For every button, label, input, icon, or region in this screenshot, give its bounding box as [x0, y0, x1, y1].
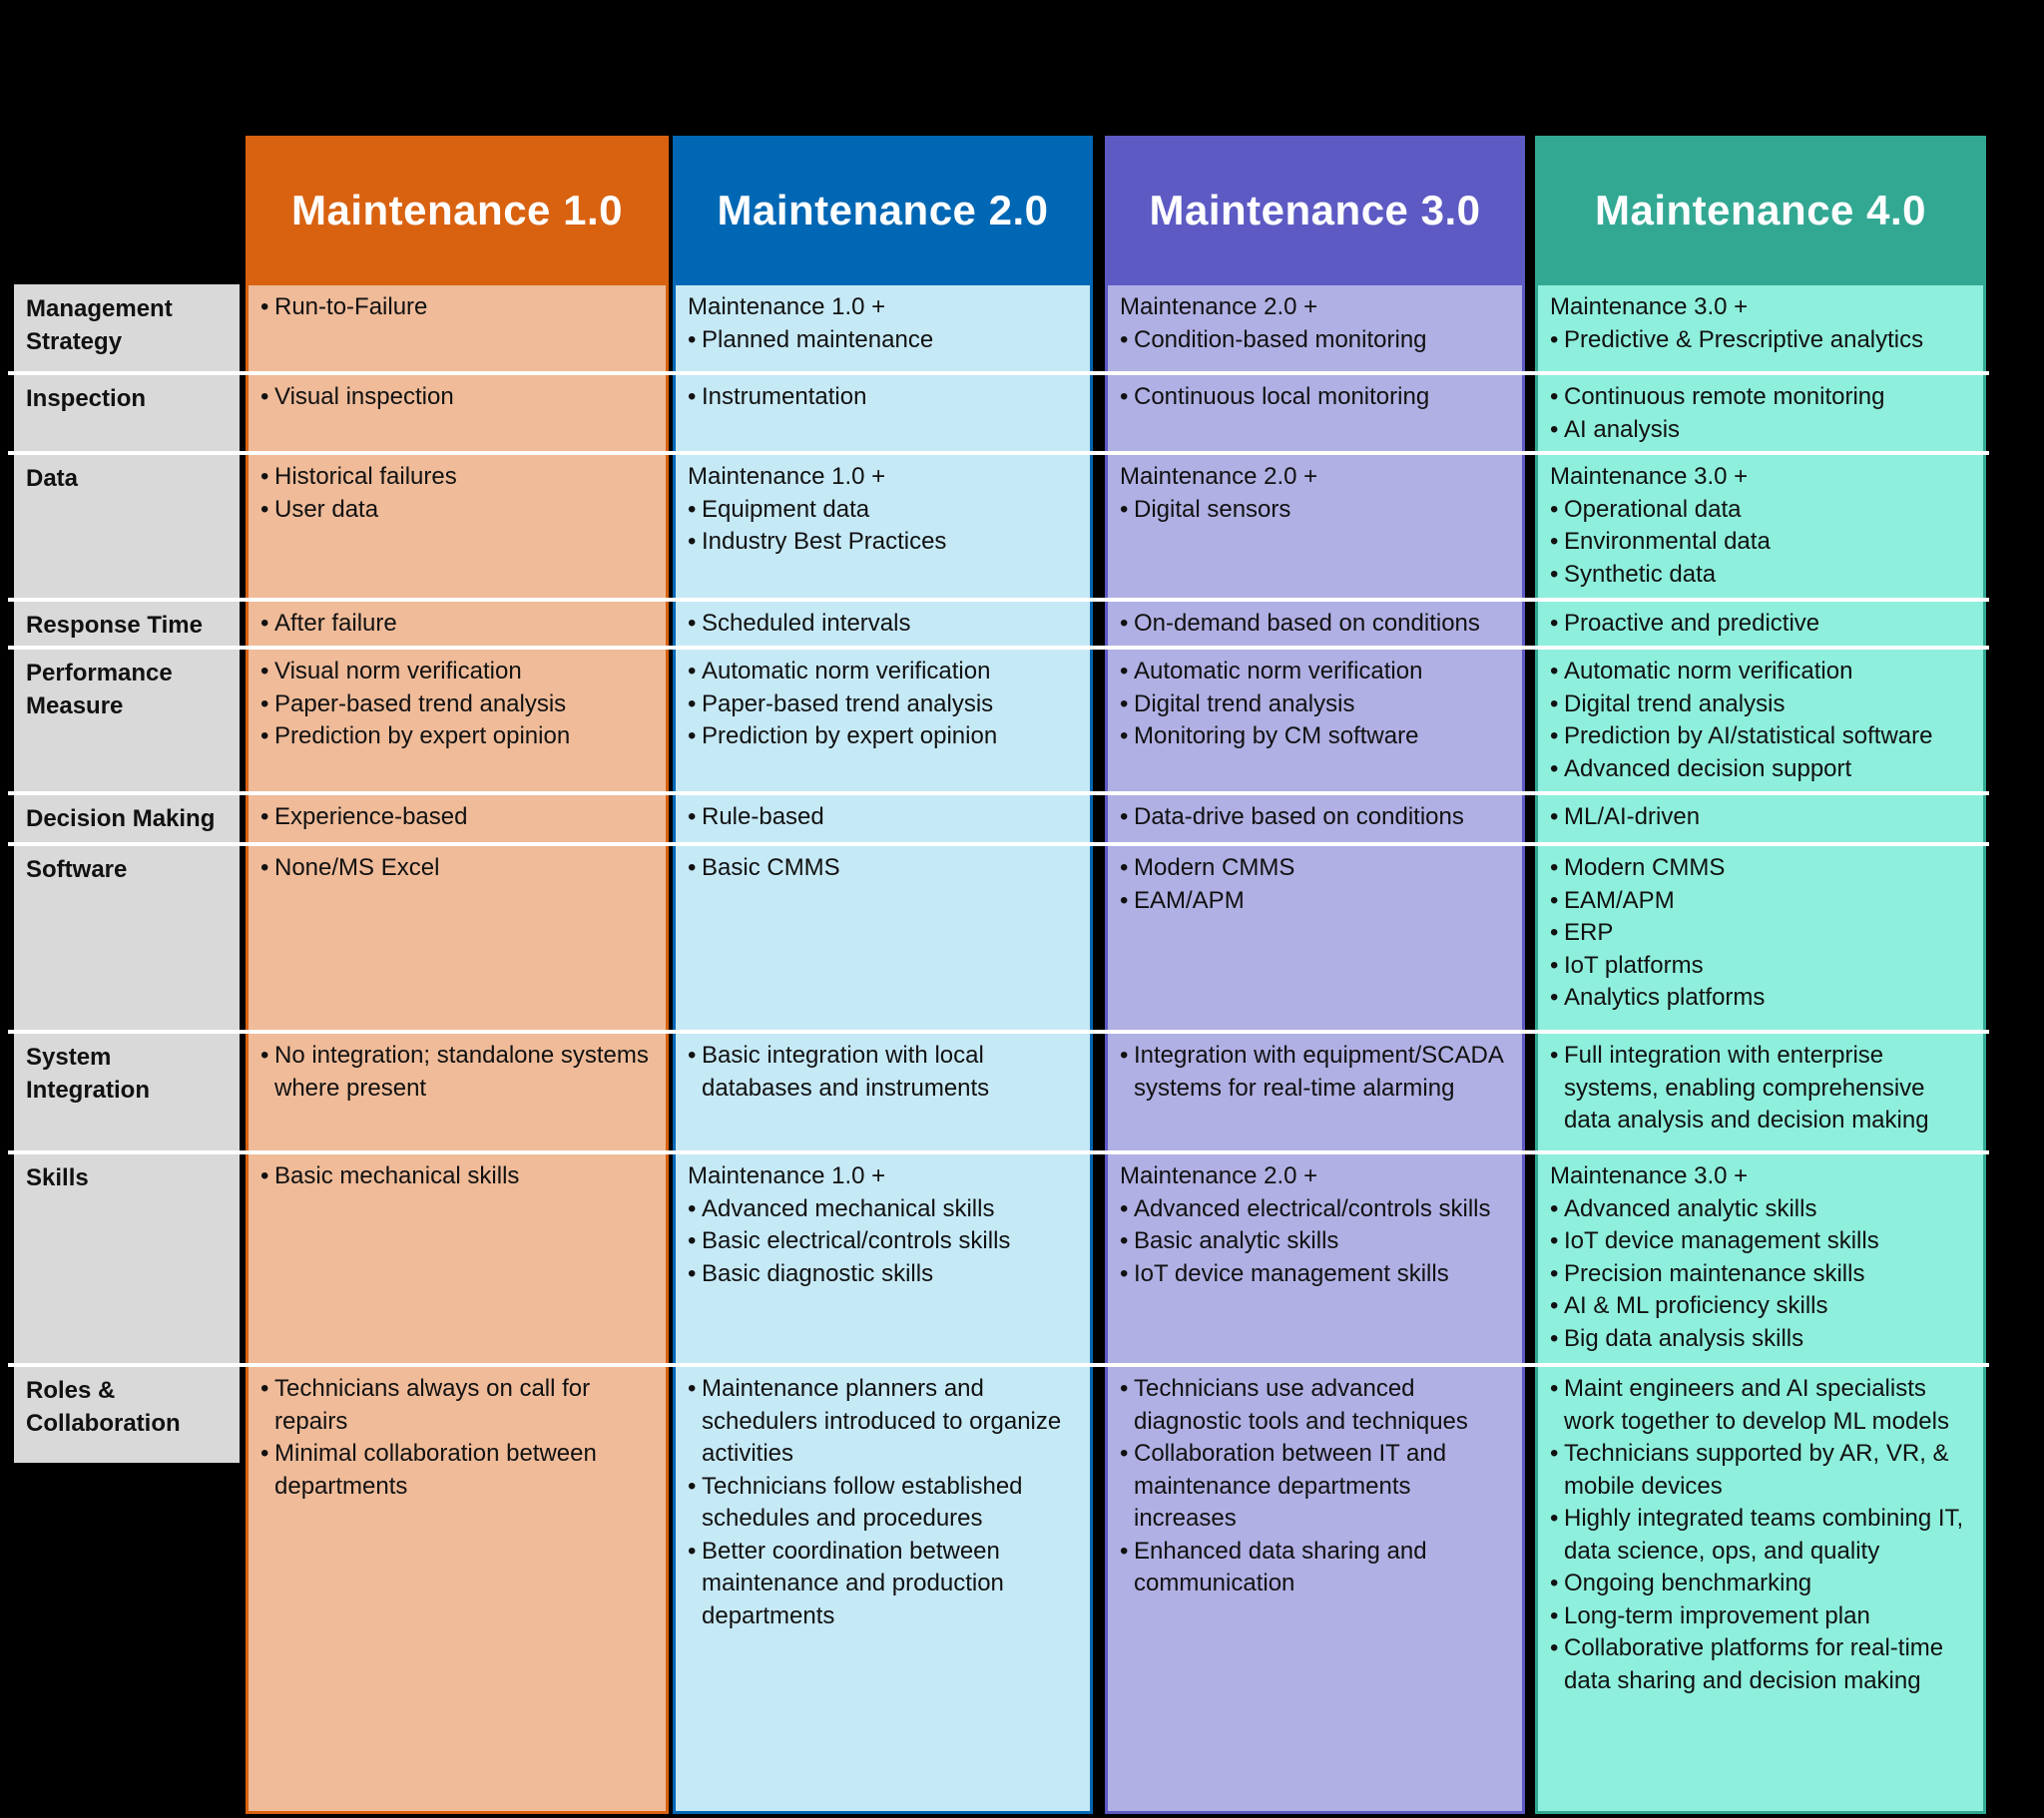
list-item: • Data-drive based on conditions — [1120, 801, 1510, 834]
row-label-column — [14, 284, 240, 1463]
list-item: • IoT platforms — [1550, 950, 1971, 983]
list-item: • Monitoring by CM software — [1120, 720, 1510, 753]
inherits-label: Maintenance 2.0 + — [1120, 1162, 1318, 1189]
list-item: • Enhanced data sharing and communication — [1120, 1536, 1510, 1600]
list-item: • Automatic norm verification — [1550, 656, 1971, 688]
table-cell — [249, 285, 666, 324]
row-separator — [8, 598, 1989, 602]
column-body — [249, 285, 666, 1811]
row-separator — [8, 451, 1989, 455]
table-cell — [1538, 375, 1983, 446]
list-item: • ML/AI-driven — [1550, 801, 1971, 834]
table-cell — [676, 375, 1090, 414]
table-cell — [1538, 455, 1983, 591]
bullet-list — [688, 1040, 1078, 1105]
column-maintenance-1 — [246, 136, 669, 1814]
bullet-list — [1550, 1373, 1971, 1697]
inherits-label: Maintenance 1.0 + — [688, 293, 886, 320]
list-item: • ERP — [1550, 917, 1971, 950]
table-cell — [1108, 455, 1522, 526]
table-cell — [676, 285, 1090, 356]
table-cell — [1538, 285, 1983, 356]
bullet-list — [1120, 1040, 1510, 1105]
row-label: Data — [26, 465, 79, 492]
bullet-list — [1550, 1040, 1971, 1137]
list-item: • Experience-based — [260, 801, 654, 834]
table-cell — [249, 1367, 666, 1503]
row-label: Software — [26, 856, 128, 883]
list-item: • Technicians follow established schedules and procedures — [688, 1471, 1078, 1536]
table-cell — [249, 846, 666, 885]
table-cell — [249, 602, 666, 641]
bullet-list — [260, 608, 654, 641]
list-item: • Basic integration with local databases and instruments — [688, 1040, 1078, 1105]
row-separator — [8, 842, 1989, 846]
table-cell — [1538, 1367, 1983, 1697]
table-cell — [1108, 375, 1522, 414]
bullet-list — [688, 1373, 1078, 1632]
table-cell — [1538, 1154, 1983, 1355]
list-item: • Visual inspection — [260, 381, 654, 414]
table-cell — [676, 650, 1090, 753]
list-item: • Technicians supported by AR, VR, & mobile devices — [1550, 1438, 1971, 1503]
table-cell — [1108, 1034, 1522, 1105]
list-item: • Automatic norm verification — [1120, 656, 1510, 688]
row-separator — [8, 791, 1989, 795]
list-item: • Maint engineers and AI specialists work together to develop ML models — [1550, 1373, 1971, 1438]
list-item: • Predictive & Prescriptive analytics — [1550, 324, 1971, 357]
list-item: • Historical failures — [260, 461, 654, 494]
bullet-list — [260, 656, 654, 753]
bullet-list — [260, 852, 654, 885]
list-item: • Continuous local monitoring — [1120, 381, 1510, 414]
table-cell — [676, 1154, 1090, 1290]
list-item: • On-demand based on conditions — [1120, 608, 1510, 641]
list-item: • Integration with equipment/SCADA systems for real-time alarming — [1120, 1040, 1510, 1105]
column-header: Maintenance 2.0 — [717, 187, 1049, 233]
bullet-list — [688, 656, 1078, 753]
bullet-list — [260, 1040, 654, 1105]
row-label: Response Time — [26, 612, 203, 639]
list-item: • Continuous remote monitoring — [1550, 381, 1971, 414]
list-item: • Ongoing benchmarking — [1550, 1568, 1971, 1600]
list-item: • Minimal collaboration between departments — [260, 1438, 654, 1503]
table-cell — [1108, 1367, 1522, 1600]
list-item: • Condition-based monitoring — [1120, 324, 1510, 357]
row-separator — [8, 1150, 1989, 1154]
list-item: • Collaborative platforms for real-time data sharing and decision making — [1550, 1632, 1971, 1697]
list-item: • Analytics platforms — [1550, 982, 1971, 1015]
bullet-list — [1120, 1373, 1510, 1600]
bullet-list — [1120, 656, 1510, 753]
list-item: • Technicians use advanced diagnostic tools and techniques — [1120, 1373, 1510, 1438]
row-label: Inspection — [26, 385, 147, 412]
bullet-list — [1120, 324, 1510, 357]
list-item: • Instrumentation — [688, 381, 1078, 414]
list-item: • AI analysis — [1550, 414, 1971, 447]
table-cell — [1108, 795, 1522, 834]
list-item: • AI & ML proficiency skills — [1550, 1290, 1971, 1323]
bullet-list — [1550, 381, 1971, 446]
bullet-list — [688, 801, 1078, 834]
table-cell — [676, 1367, 1090, 1632]
list-item: • IoT device management skills — [1550, 1225, 1971, 1258]
column-header: Maintenance 1.0 — [291, 187, 623, 233]
list-item: • Big data analysis skills — [1550, 1323, 1971, 1356]
list-item: • Scheduled intervals — [688, 608, 1078, 641]
list-item: • Paper-based trend analysis — [688, 688, 1078, 721]
bullet-list — [688, 1193, 1078, 1291]
bullet-list — [1120, 494, 1510, 527]
column-header: Maintenance 3.0 — [1149, 187, 1481, 233]
list-item: • Digital trend analysis — [1120, 688, 1510, 721]
table-cell — [249, 455, 666, 526]
row-separator — [8, 1363, 1989, 1367]
table-cell — [1538, 1034, 1983, 1137]
list-item: • Basic CMMS — [688, 852, 1078, 885]
bullet-list — [1120, 608, 1510, 641]
table-cell — [676, 455, 1090, 559]
list-item: • Modern CMMS — [1120, 852, 1510, 885]
list-item: • Visual norm verification — [260, 656, 654, 688]
bullet-list — [260, 801, 654, 834]
row-separator — [8, 646, 1989, 650]
table-cell — [1538, 650, 1983, 785]
bullet-list — [688, 852, 1078, 885]
bullet-list — [1550, 608, 1971, 641]
list-item: • Basic mechanical skills — [260, 1160, 654, 1193]
table-cell — [676, 846, 1090, 885]
list-item: • Advanced electrical/controls skills — [1120, 1193, 1510, 1226]
table-cell — [1108, 846, 1522, 917]
list-item: • Rule-based — [688, 801, 1078, 834]
bullet-list — [1120, 1193, 1510, 1291]
list-item: • EAM/APM — [1120, 885, 1510, 918]
list-item: • No integration; standalone systems where present — [260, 1040, 654, 1105]
inherits-label: Maintenance 3.0 + — [1550, 1162, 1749, 1189]
bullet-list — [688, 608, 1078, 641]
inherits-label: Maintenance 1.0 + — [688, 1162, 886, 1189]
list-item: • Better coordination between maintenance and production departments — [688, 1536, 1078, 1633]
table-cell — [249, 1034, 666, 1105]
bullet-list — [1120, 852, 1510, 917]
list-item: • Precision maintenance skills — [1550, 1258, 1971, 1291]
column-body — [1108, 285, 1522, 1811]
inherits-label: Maintenance 2.0 + — [1120, 293, 1318, 320]
list-item: • After failure — [260, 608, 654, 641]
table-cell — [249, 1154, 666, 1193]
inherits-label: Maintenance 3.0 + — [1550, 463, 1749, 490]
list-item: • Digital trend analysis — [1550, 688, 1971, 721]
inherits-label: Maintenance 1.0 + — [688, 463, 886, 490]
list-item: • Advanced decision support — [1550, 753, 1971, 786]
column-header: Maintenance 4.0 — [1595, 187, 1926, 233]
row-separator — [8, 1030, 1989, 1034]
bullet-list — [260, 1160, 654, 1193]
table-cell — [1108, 602, 1522, 641]
list-item: • Planned maintenance — [688, 324, 1078, 357]
row-label: Decision Making — [26, 805, 216, 832]
list-item: • Long-term improvement plan — [1550, 1600, 1971, 1633]
bullet-list — [260, 461, 654, 526]
bullet-list — [688, 494, 1078, 559]
list-item: • Collaboration between IT and maintenance departments increases — [1120, 1438, 1510, 1536]
table-cell — [249, 795, 666, 834]
table-cell — [1538, 602, 1983, 641]
list-item: • Basic analytic skills — [1120, 1225, 1510, 1258]
list-item: • Prediction by AI/statistical software — [1550, 720, 1971, 753]
bullet-list — [1120, 381, 1510, 414]
list-item: • Synthetic data — [1550, 559, 1971, 592]
bullet-list — [1550, 1193, 1971, 1356]
list-item: • Run-to-Failure — [260, 291, 654, 324]
list-item: • EAM/APM — [1550, 885, 1971, 918]
list-item: • Automatic norm verification — [688, 656, 1078, 688]
list-item: • Industry Best Practices — [688, 526, 1078, 559]
row-separator — [8, 371, 1989, 375]
list-item: • Basic diagnostic skills — [688, 1258, 1078, 1291]
list-item: • IoT device management skills — [1120, 1258, 1510, 1291]
table-cell — [1108, 1154, 1522, 1290]
bullet-list — [1550, 324, 1971, 357]
list-item: • Prediction by expert opinion — [688, 720, 1078, 753]
inherits-label: Maintenance 3.0 + — [1550, 293, 1749, 320]
list-item: • Full integration with enterprise systems, enabling comprehensive data analysis and decision making — [1550, 1040, 1971, 1137]
row-label: Skills — [26, 1164, 89, 1191]
bullet-list — [1550, 801, 1971, 834]
bullet-list — [1550, 656, 1971, 785]
list-item: • Technicians always on call for repairs — [260, 1373, 654, 1438]
inherits-label: Maintenance 2.0 + — [1120, 463, 1318, 490]
table-cell — [676, 602, 1090, 641]
column-body — [676, 285, 1090, 1811]
table-cell — [1108, 285, 1522, 356]
bullet-list — [260, 291, 654, 324]
row-label: System Integration — [26, 1044, 150, 1104]
table-cell — [1538, 795, 1983, 834]
bullet-list — [1550, 852, 1971, 1015]
list-item: • Environmental data — [1550, 526, 1971, 559]
list-item: • Highly integrated teams combining IT, data science, ops, and quality — [1550, 1503, 1971, 1568]
column-maintenance-3 — [1105, 136, 1525, 1814]
list-item: • User data — [260, 494, 654, 527]
bullet-list — [688, 324, 1078, 357]
list-item: • Modern CMMS — [1550, 852, 1971, 885]
row-label: Roles & Collaboration — [26, 1377, 181, 1437]
list-item: • Proactive and predictive — [1550, 608, 1971, 641]
list-item: • Maintenance planners and schedulers introduced to organize activities — [688, 1373, 1078, 1471]
list-item: • Paper-based trend analysis — [260, 688, 654, 721]
table-cell — [676, 795, 1090, 834]
row-label: Performance Measure — [26, 660, 173, 719]
list-item: • None/MS Excel — [260, 852, 654, 885]
row-label: Management Strategy — [26, 295, 173, 355]
table-cell — [676, 1034, 1090, 1105]
bullet-list — [688, 381, 1078, 414]
bullet-list — [1550, 494, 1971, 592]
column-maintenance-4 — [1535, 136, 1986, 1814]
list-item: • Prediction by expert opinion — [260, 720, 654, 753]
table-cell — [1108, 650, 1522, 753]
bullet-list — [260, 381, 654, 414]
table-cell — [249, 650, 666, 753]
table-cell — [1538, 846, 1983, 1015]
list-item: • Operational data — [1550, 494, 1971, 527]
column-maintenance-2 — [673, 136, 1093, 1814]
list-item: • Advanced analytic skills — [1550, 1193, 1971, 1226]
table-cell — [249, 375, 666, 414]
list-item: • Basic electrical/controls skills — [688, 1225, 1078, 1258]
column-body — [1538, 285, 1983, 1811]
bullet-list — [260, 1373, 654, 1503]
list-item: • Advanced mechanical skills — [688, 1193, 1078, 1226]
list-item: • Digital sensors — [1120, 494, 1510, 527]
list-item: • Equipment data — [688, 494, 1078, 527]
bullet-list — [1120, 801, 1510, 834]
